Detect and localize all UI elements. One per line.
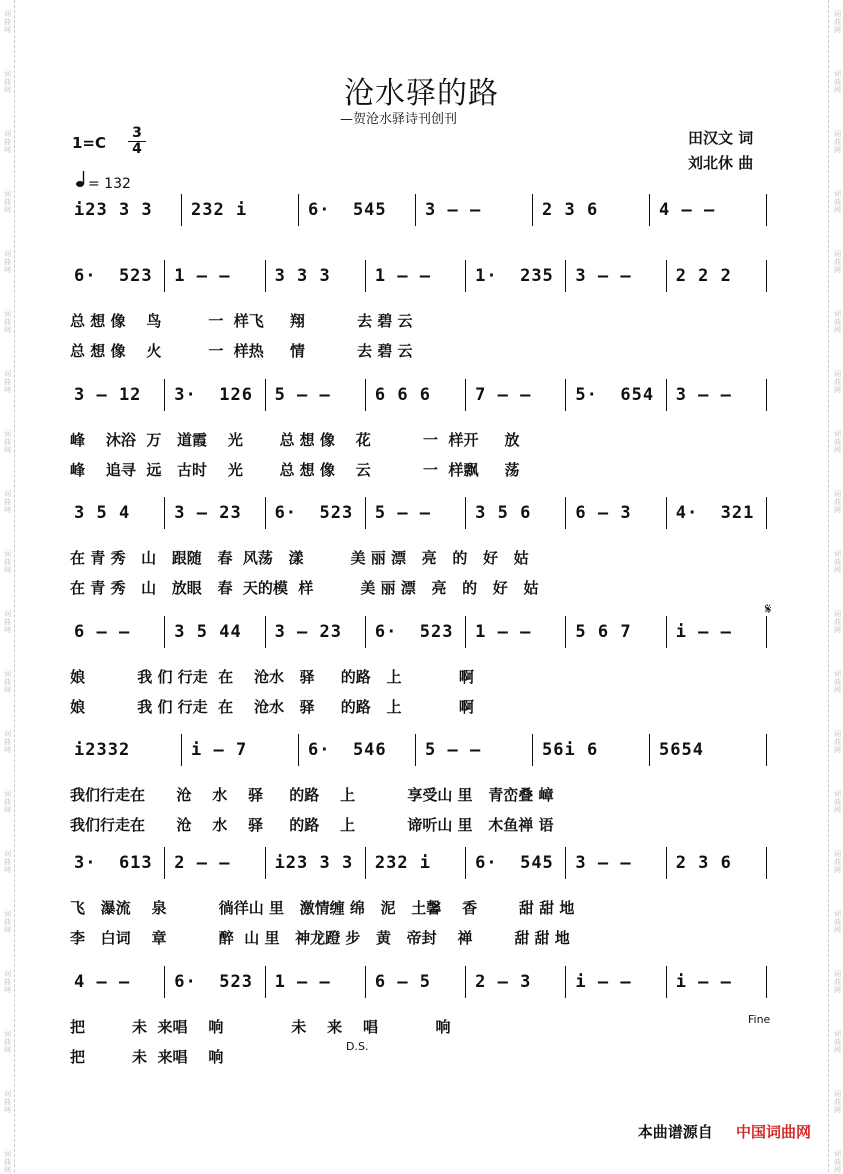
measure: 2 3 6 bbox=[542, 200, 599, 220]
barline bbox=[666, 260, 667, 292]
watermark-text: 词 曲 网 bbox=[834, 370, 841, 394]
lyricist: 田汉文 词 bbox=[688, 129, 754, 147]
measure: i – – bbox=[675, 972, 732, 992]
quarter-note-icon bbox=[76, 170, 86, 192]
barline bbox=[666, 379, 667, 411]
measure: 3 5 6 bbox=[475, 503, 532, 523]
measure: 6 – 5 bbox=[374, 972, 432, 992]
measure: i – 7 bbox=[191, 740, 248, 760]
lyric-line-1: 我们行走在 沧 水 驿 的路 上 享受山 里 青峦叠 嶂 bbox=[70, 786, 554, 804]
song-title: 沧水驿的路 bbox=[344, 76, 499, 111]
barline bbox=[365, 260, 366, 292]
barline bbox=[415, 194, 416, 226]
barline bbox=[465, 847, 466, 879]
watermark-text: 词 曲 网 bbox=[4, 1150, 11, 1174]
barline bbox=[565, 379, 566, 411]
measure: 6 – 3 bbox=[575, 503, 632, 523]
barline bbox=[766, 966, 767, 998]
measure: 7 – – bbox=[475, 385, 532, 405]
measure: 3 – – bbox=[675, 385, 732, 405]
right-dashed-border bbox=[828, 0, 829, 1172]
notation-line bbox=[70, 622, 772, 656]
watermark-text: 词 曲 网 bbox=[4, 250, 11, 274]
barline bbox=[766, 194, 767, 226]
measure: 3 5 4 bbox=[74, 503, 131, 523]
watermark-text: 词 曲 网 bbox=[4, 790, 11, 814]
measure: 3· 126 bbox=[174, 385, 253, 405]
watermark-text: 词 曲 网 bbox=[834, 310, 841, 334]
credits bbox=[688, 126, 753, 176]
barline bbox=[766, 734, 767, 766]
watermark-text: 词 曲 网 bbox=[4, 10, 11, 34]
measure: i2332 bbox=[74, 740, 131, 760]
lyric-line-2: 在 青 秀 山 放眼 春 天的模 样 美 丽 漂 亮 的 好 姑 bbox=[70, 579, 539, 597]
watermark-text: 词 曲 网 bbox=[4, 1030, 11, 1054]
measure: 3 3 3 bbox=[274, 266, 331, 286]
watermark-text: 词 曲 网 bbox=[4, 310, 11, 334]
lyric-line-1: 娘 我 们 行走 在 沧水 驿 的路 上 啊 bbox=[70, 668, 474, 686]
barline bbox=[666, 497, 667, 529]
lyric-line-2: 峰 追寻 远 古时 光 总 想 像 云 一 样飘 荡 bbox=[70, 461, 520, 479]
barline bbox=[649, 734, 650, 766]
watermark-text: 词 曲 网 bbox=[4, 430, 11, 454]
measure: 1 – – bbox=[374, 266, 432, 286]
barline bbox=[565, 260, 566, 292]
measure: 6· 545 bbox=[308, 200, 387, 220]
measure: 4 – – bbox=[74, 972, 131, 992]
source-label: 本曲谱源自 bbox=[637, 1123, 713, 1141]
time-signature-top: 3 bbox=[132, 125, 142, 141]
watermark-text: 词 曲 网 bbox=[834, 610, 841, 634]
barline bbox=[164, 260, 165, 292]
measure: 2 – 3 bbox=[475, 972, 532, 992]
lyric-line-2: 总 想 像 火 一 样热 情 去 碧 云 bbox=[70, 342, 413, 360]
source-site-link[interactable]: 中国词曲网 bbox=[735, 1123, 811, 1141]
barline bbox=[298, 734, 299, 766]
watermark-text: 词 曲 网 bbox=[834, 730, 841, 754]
notation-line bbox=[70, 266, 772, 300]
left-dashed-border bbox=[14, 0, 15, 1172]
watermark-text: 词 曲 网 bbox=[4, 850, 11, 874]
barline bbox=[265, 497, 266, 529]
barline bbox=[766, 847, 767, 879]
barline bbox=[666, 847, 667, 879]
time-signature bbox=[128, 126, 146, 157]
measure: 3 – 23 bbox=[174, 503, 242, 523]
measure: 1 – – bbox=[274, 972, 331, 992]
barline bbox=[265, 966, 266, 998]
watermark-text: 词 曲 网 bbox=[4, 970, 11, 994]
measure: 3 – 23 bbox=[274, 622, 342, 642]
measure: 3 – – bbox=[425, 200, 482, 220]
measure: 2 2 2 bbox=[675, 266, 732, 286]
ds-mark: D.S. bbox=[346, 1040, 369, 1053]
watermark-text: 词 曲 网 bbox=[834, 190, 841, 214]
watermark-text: 词 曲 网 bbox=[834, 1090, 841, 1114]
watermark-text: 词 曲 网 bbox=[4, 70, 11, 94]
barline bbox=[766, 260, 767, 292]
barline bbox=[365, 497, 366, 529]
measure: 3 5 44 bbox=[174, 622, 242, 642]
measure: i – – bbox=[675, 622, 732, 642]
measure: i23 3 3 bbox=[274, 853, 354, 873]
watermark-text: 词 曲 网 bbox=[834, 490, 841, 514]
barline bbox=[181, 734, 182, 766]
time-signature-bottom: 4 bbox=[128, 141, 146, 157]
barline bbox=[365, 379, 366, 411]
measure: 3 – – bbox=[575, 266, 632, 286]
notation-line bbox=[70, 503, 772, 537]
measure: 1 – – bbox=[174, 266, 231, 286]
watermark-text: 词 曲 网 bbox=[4, 1090, 11, 1114]
barline bbox=[532, 194, 533, 226]
lyric-line-1: 峰 沐浴 万 道霞 光 总 想 像 花 一 样开 放 bbox=[70, 431, 520, 449]
measure: 6· 523 bbox=[374, 622, 454, 642]
notation-line bbox=[70, 740, 772, 774]
notation-line bbox=[70, 200, 772, 234]
measure: 1· 235 bbox=[475, 266, 554, 286]
barline bbox=[766, 379, 767, 411]
fine-mark: Fine bbox=[748, 1013, 771, 1026]
watermark-text: 词 曲 网 bbox=[4, 910, 11, 934]
lyric-line-1: 总 想 像 鸟 一 样飞 翔 去 碧 云 bbox=[70, 312, 413, 330]
watermark-text: 词 曲 网 bbox=[4, 610, 11, 634]
barline bbox=[666, 966, 667, 998]
barline bbox=[465, 379, 466, 411]
barline bbox=[164, 966, 165, 998]
barline bbox=[649, 194, 650, 226]
barline bbox=[365, 966, 366, 998]
measure: 5 – – bbox=[374, 503, 432, 523]
measure: 2 – – bbox=[174, 853, 231, 873]
barline bbox=[666, 616, 667, 648]
barline bbox=[164, 847, 165, 879]
measure: 2 3 6 bbox=[675, 853, 732, 873]
notation-line bbox=[70, 385, 772, 419]
measure: i23 3 3 bbox=[74, 200, 153, 220]
barline bbox=[766, 497, 767, 529]
measure: 232 i bbox=[191, 200, 248, 220]
tempo-marking bbox=[76, 170, 131, 192]
measure: i – – bbox=[575, 972, 632, 992]
barline bbox=[465, 966, 466, 998]
barline bbox=[265, 616, 266, 648]
measure: 5 6 7 bbox=[575, 622, 632, 642]
watermark-text: 词 曲 网 bbox=[834, 250, 841, 274]
lyric-line-2: 我们行走在 沧 水 驿 的路 上 谛听山 里 木鱼禅 语 bbox=[70, 816, 554, 834]
watermark-text: 词 曲 网 bbox=[834, 550, 841, 574]
barline bbox=[465, 497, 466, 529]
watermark-text: 词 曲 网 bbox=[4, 490, 11, 514]
measure: 5654 bbox=[659, 740, 704, 760]
measure: 4 – – bbox=[659, 200, 716, 220]
measure: 3 – – bbox=[575, 853, 632, 873]
watermark-text: 词 曲 网 bbox=[4, 130, 11, 154]
barline bbox=[181, 194, 182, 226]
watermark-text: 词 曲 网 bbox=[834, 910, 841, 934]
measure: 1 – – bbox=[475, 622, 532, 642]
left-watermark-strip bbox=[0, 0, 16, 1172]
right-watermark-strip bbox=[827, 0, 843, 1172]
watermark-text: 词 曲 网 bbox=[834, 1150, 841, 1174]
barline bbox=[565, 966, 566, 998]
measure: 6· 523 bbox=[274, 503, 354, 523]
watermark-text: 词 曲 网 bbox=[834, 70, 841, 94]
watermark-text: 词 曲 网 bbox=[834, 850, 841, 874]
segno-icon: 𝄋 bbox=[765, 600, 772, 618]
watermark-text: 词 曲 网 bbox=[4, 730, 11, 754]
lyric-line-1: 在 青 秀 山 跟随 春 风荡 漾 美 丽 漂 亮 的 好 姑 bbox=[70, 549, 529, 567]
barline bbox=[164, 497, 165, 529]
barline bbox=[465, 260, 466, 292]
barline bbox=[298, 194, 299, 226]
barline bbox=[164, 379, 165, 411]
barline bbox=[565, 616, 566, 648]
watermark-text: 词 曲 网 bbox=[834, 970, 841, 994]
measure: 232 i bbox=[374, 853, 432, 873]
watermark-text: 词 曲 网 bbox=[4, 370, 11, 394]
key-signature: 1=C bbox=[72, 134, 107, 152]
tempo-value: = 132 bbox=[88, 176, 131, 192]
watermark-text: 词 曲 网 bbox=[834, 670, 841, 694]
watermark-text: 词 曲 网 bbox=[4, 190, 11, 214]
barline bbox=[265, 847, 266, 879]
barline bbox=[265, 379, 266, 411]
barline bbox=[415, 734, 416, 766]
composer: 刘北休 曲 bbox=[688, 154, 754, 172]
source-footer bbox=[638, 1121, 811, 1142]
barline bbox=[532, 734, 533, 766]
watermark-text: 词 曲 网 bbox=[4, 550, 11, 574]
watermark-text: 词 曲 网 bbox=[834, 1030, 841, 1054]
measure: 6· 546 bbox=[308, 740, 387, 760]
notation-line bbox=[70, 853, 772, 887]
barline bbox=[565, 497, 566, 529]
lyric-line-1: 飞 瀑流 泉 徜徉山 里 激情缠 绵 泥 土馨 香 甜 甜 地 bbox=[70, 899, 575, 917]
measure: 5· 654 bbox=[575, 385, 655, 405]
barline bbox=[164, 616, 165, 648]
barline bbox=[766, 616, 767, 648]
lyric-line-2: 娘 我 们 行走 在 沧水 驿 的路 上 啊 bbox=[70, 698, 474, 716]
barline bbox=[565, 847, 566, 879]
barline bbox=[265, 260, 266, 292]
watermark-text: 词 曲 网 bbox=[834, 790, 841, 814]
measure: 6· 523 bbox=[74, 266, 153, 286]
measure: 5 – – bbox=[425, 740, 482, 760]
measure: 6· 523 bbox=[174, 972, 253, 992]
barline bbox=[365, 847, 366, 879]
watermark-text: 词 曲 网 bbox=[834, 10, 841, 34]
measure: 6 – – bbox=[74, 622, 131, 642]
barline bbox=[365, 616, 366, 648]
watermark-text: 词 曲 网 bbox=[834, 430, 841, 454]
measure: 3· 613 bbox=[74, 853, 153, 873]
measure: 5 – – bbox=[274, 385, 331, 405]
measure: 6· 545 bbox=[475, 853, 554, 873]
measure: 6 6 6 bbox=[374, 385, 432, 405]
measure: 3 – 12 bbox=[74, 385, 142, 405]
lyric-line-2: 李 白词 章 醉 山 里 神龙蹬 步 黄 帝封 禅 甜 甜 地 bbox=[70, 929, 570, 947]
barline bbox=[465, 616, 466, 648]
lyric-line-1: 把 未 来唱 响 未 来 唱 响 bbox=[70, 1018, 451, 1036]
measure: 4· 321 bbox=[675, 503, 755, 523]
measure: 56i 6 bbox=[542, 740, 599, 760]
lyric-line-2: 把 未 来唱 响 bbox=[70, 1048, 224, 1066]
watermark-text: 词 曲 网 bbox=[834, 130, 841, 154]
watermark-text: 词 曲 网 bbox=[4, 670, 11, 694]
song-subtitle: —贺沧水驿诗刊创刊 bbox=[340, 112, 458, 127]
notation-line bbox=[70, 972, 772, 1006]
